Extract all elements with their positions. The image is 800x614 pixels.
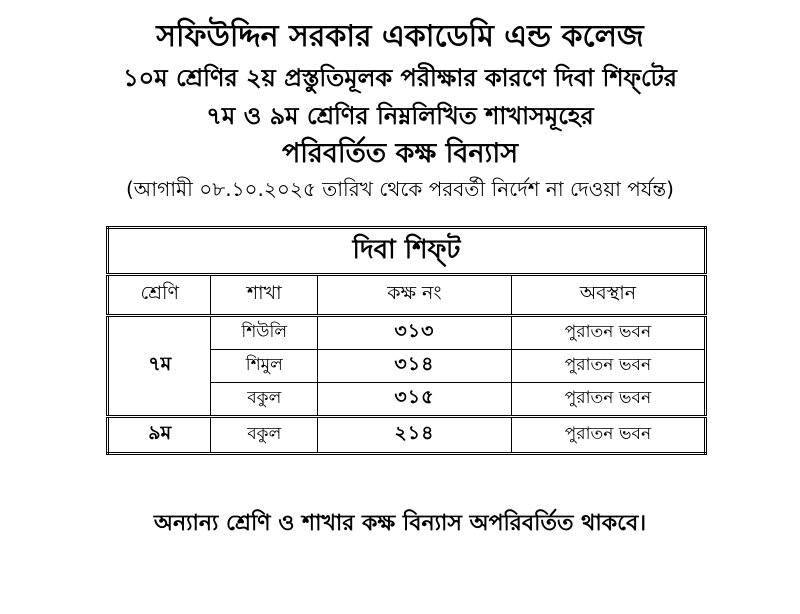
- table-row: [108, 417, 706, 454]
- section-cell: বকুল: [211, 417, 318, 454]
- room-number-cell: ৩১৩: [317, 316, 511, 350]
- class-cell: ৯ম: [108, 417, 211, 454]
- notice-subtitle-line1: ১০ম শ্রেণির ২য় প্রস্তুতিমূলক পরীক্ষার কারণে দিবা শিফ্‌টের: [123, 64, 677, 92]
- section-cell: শিমুল: [211, 350, 318, 383]
- room-allocation-table: [106, 226, 707, 455]
- table-row: [108, 316, 706, 350]
- column-header-section: শাখা: [211, 275, 318, 316]
- section-cell: বকুল: [211, 383, 318, 417]
- shift-title: দিবা শিফ্‌ট: [108, 228, 706, 275]
- class-cell: ৭ম: [108, 316, 211, 417]
- column-header-location: অবস্থান: [511, 275, 705, 316]
- room-number-cell: ৩১৪: [317, 350, 511, 383]
- column-header-class: শ্রেণি: [108, 275, 211, 316]
- column-header-room: কক্ষ নং: [317, 275, 511, 316]
- location-cell: পুরাতন ভবন: [511, 316, 705, 350]
- notice-subtitle-line2: ৭ম ও ৯ম শ্রেণির নিম্নলিখিত শাখাসমূহের: [206, 102, 594, 130]
- notice-title: পরিবর্তিত কক্ষ বিন্যাস: [281, 138, 519, 169]
- room-number-cell: ২১৪: [317, 417, 511, 454]
- notice-header: [0, 19, 800, 201]
- section-cell: শিউলি: [211, 316, 318, 350]
- location-cell: পুরাতন ভবন: [511, 417, 705, 454]
- footer-note: অন্যান্য শ্রেণি ও শাখার কক্ষ বিন্যাস অপরিবর্তিত থাকবে।: [153, 511, 647, 536]
- effective-date-note: (আগামী ০৮.১০.২০২৫ তারিখ থেকে পরবর্তী নির্দেশ না দেওয়া পর্যন্ত): [126, 177, 674, 201]
- location-cell: পুরাতন ভবন: [511, 350, 705, 383]
- table-header-row: [108, 275, 706, 316]
- room-number-cell: ৩১৫: [317, 383, 511, 417]
- institution-name: সফিউদ্দিন সরকার একাডেমি এন্ড কলেজ: [156, 19, 644, 54]
- location-cell: পুরাতন ভবন: [511, 383, 705, 417]
